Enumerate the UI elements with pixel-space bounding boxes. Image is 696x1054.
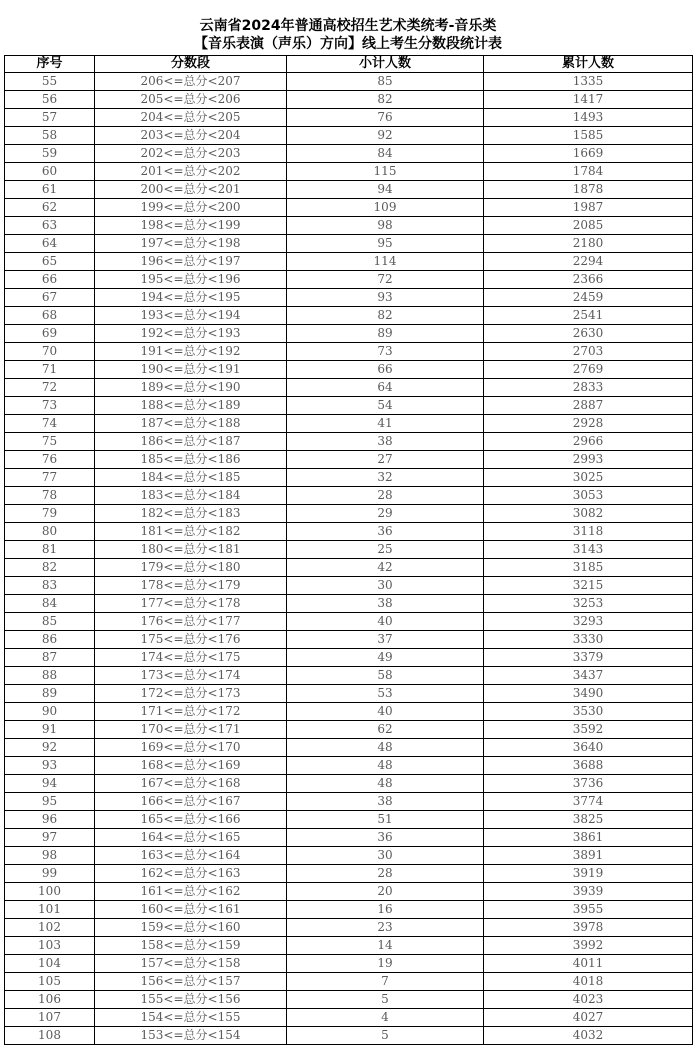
cell-index: 102 (5, 919, 95, 937)
cell-subtotal: 28 (287, 487, 484, 505)
table-row (5, 865, 693, 883)
cell-index: 79 (5, 505, 95, 523)
cell-cumulative: 2294 (484, 253, 693, 271)
cell-index: 84 (5, 595, 95, 613)
cell-index: 85 (5, 613, 95, 631)
cell-index: 66 (5, 271, 95, 289)
cell-index: 87 (5, 649, 95, 667)
cell-subtotal: 30 (287, 577, 484, 595)
table-row (5, 919, 693, 937)
cell-subtotal: 115 (287, 163, 484, 181)
cell-score-range: 195<=总分<196 (95, 271, 287, 289)
cell-index: 86 (5, 631, 95, 649)
table-row (5, 595, 693, 613)
cell-index: 68 (5, 307, 95, 325)
table-row (5, 1009, 693, 1027)
cell-score-range: 174<=总分<175 (95, 649, 287, 667)
cell-subtotal: 85 (287, 73, 484, 91)
cell-index: 71 (5, 361, 95, 379)
cell-cumulative: 2085 (484, 217, 693, 235)
cell-cumulative: 3118 (484, 523, 693, 541)
cell-subtotal: 95 (287, 235, 484, 253)
table-row (5, 991, 693, 1009)
cell-cumulative: 2833 (484, 379, 693, 397)
cell-cumulative: 3053 (484, 487, 693, 505)
table-row (5, 91, 693, 109)
table-row (5, 721, 693, 739)
cell-index: 99 (5, 865, 95, 883)
cell-index: 78 (5, 487, 95, 505)
cell-index: 88 (5, 667, 95, 685)
cell-subtotal: 58 (287, 667, 484, 685)
table-row (5, 397, 693, 415)
table-row (5, 343, 693, 361)
table-row (5, 1027, 693, 1045)
cell-cumulative: 1784 (484, 163, 693, 181)
cell-cumulative: 3490 (484, 685, 693, 703)
cell-score-range: 157<=总分<158 (95, 955, 287, 973)
table-row (5, 739, 693, 757)
cell-index: 108 (5, 1027, 95, 1045)
cell-index: 98 (5, 847, 95, 865)
cell-index: 81 (5, 541, 95, 559)
cell-index: 101 (5, 901, 95, 919)
cell-subtotal: 37 (287, 631, 484, 649)
table-row (5, 271, 693, 289)
table-row (5, 109, 693, 127)
cell-cumulative: 2630 (484, 325, 693, 343)
cell-score-range: 180<=总分<181 (95, 541, 287, 559)
cell-index: 70 (5, 343, 95, 361)
cell-score-range: 158<=总分<159 (95, 937, 287, 955)
cell-score-range: 155<=总分<156 (95, 991, 287, 1009)
cell-cumulative: 1878 (484, 181, 693, 199)
table-row (5, 361, 693, 379)
cell-index: 90 (5, 703, 95, 721)
cell-score-range: 198<=总分<199 (95, 217, 287, 235)
table-row (5, 379, 693, 397)
table-row (5, 289, 693, 307)
table-row (5, 451, 693, 469)
table-row (5, 505, 693, 523)
cell-score-range: 204<=总分<205 (95, 109, 287, 127)
cell-cumulative: 3082 (484, 505, 693, 523)
cell-score-range: 185<=总分<186 (95, 451, 287, 469)
cell-score-range: 165<=总分<166 (95, 811, 287, 829)
cell-cumulative: 3530 (484, 703, 693, 721)
cell-score-range: 197<=总分<198 (95, 235, 287, 253)
cell-score-range: 173<=总分<174 (95, 667, 287, 685)
table-row (5, 253, 693, 271)
cell-cumulative: 4023 (484, 991, 693, 1009)
cell-cumulative: 2366 (484, 271, 693, 289)
cell-cumulative: 3215 (484, 577, 693, 595)
cell-subtotal: 94 (287, 181, 484, 199)
cell-cumulative: 3955 (484, 901, 693, 919)
cell-score-range: 194<=总分<195 (95, 289, 287, 307)
cell-cumulative: 3379 (484, 649, 693, 667)
cell-index: 63 (5, 217, 95, 235)
cell-index: 103 (5, 937, 95, 955)
cell-cumulative: 3688 (484, 757, 693, 775)
cell-index: 80 (5, 523, 95, 541)
table-row (5, 685, 693, 703)
cell-index: 56 (5, 91, 95, 109)
cell-score-range: 190<=总分<191 (95, 361, 287, 379)
cell-subtotal: 109 (287, 199, 484, 217)
cell-score-range: 177<=总分<178 (95, 595, 287, 613)
cell-subtotal: 53 (287, 685, 484, 703)
cell-cumulative: 2887 (484, 397, 693, 415)
cell-index: 105 (5, 973, 95, 991)
table-row (5, 235, 693, 253)
cell-subtotal: 4 (287, 1009, 484, 1027)
cell-subtotal: 27 (287, 451, 484, 469)
table-row (5, 901, 693, 919)
cell-cumulative: 1335 (484, 73, 693, 91)
cell-cumulative: 3253 (484, 595, 693, 613)
cell-index: 104 (5, 955, 95, 973)
cell-cumulative: 3825 (484, 811, 693, 829)
cell-subtotal: 30 (287, 847, 484, 865)
table-row (5, 811, 693, 829)
cell-cumulative: 4027 (484, 1009, 693, 1027)
table-row (5, 307, 693, 325)
cell-index: 57 (5, 109, 95, 127)
cell-index: 97 (5, 829, 95, 847)
cell-score-range: 179<=总分<180 (95, 559, 287, 577)
cell-cumulative: 3774 (484, 793, 693, 811)
cell-index: 69 (5, 325, 95, 343)
cell-subtotal: 23 (287, 919, 484, 937)
cell-score-range: 196<=总分<197 (95, 253, 287, 271)
cell-index: 100 (5, 883, 95, 901)
cell-score-range: 164<=总分<165 (95, 829, 287, 847)
table-row (5, 541, 693, 559)
header-score-range: 分数段 (95, 56, 287, 73)
cell-cumulative: 3919 (484, 865, 693, 883)
table-row (5, 433, 693, 451)
cell-score-range: 163<=总分<164 (95, 847, 287, 865)
cell-cumulative: 3891 (484, 847, 693, 865)
cell-score-range: 171<=总分<172 (95, 703, 287, 721)
cell-subtotal: 5 (287, 991, 484, 1009)
cell-cumulative: 3143 (484, 541, 693, 559)
cell-subtotal: 19 (287, 955, 484, 973)
cell-score-range: 183<=总分<184 (95, 487, 287, 505)
cell-subtotal: 92 (287, 127, 484, 145)
cell-score-range: 172<=总分<173 (95, 685, 287, 703)
cell-subtotal: 38 (287, 433, 484, 451)
cell-score-range: 203<=总分<204 (95, 127, 287, 145)
cell-subtotal: 62 (287, 721, 484, 739)
cell-subtotal: 28 (287, 865, 484, 883)
table-row (5, 703, 693, 721)
cell-cumulative: 2180 (484, 235, 693, 253)
cell-cumulative: 3330 (484, 631, 693, 649)
cell-subtotal: 93 (287, 289, 484, 307)
cell-cumulative: 2769 (484, 361, 693, 379)
header-cumulative: 累计人数 (484, 56, 693, 73)
cell-cumulative: 2703 (484, 343, 693, 361)
table-row (5, 937, 693, 955)
cell-score-range: 156<=总分<157 (95, 973, 287, 991)
cell-score-range: 154<=总分<155 (95, 1009, 287, 1027)
cell-score-range: 206<=总分<207 (95, 73, 287, 91)
cell-cumulative: 3293 (484, 613, 693, 631)
cell-score-range: 176<=总分<177 (95, 613, 287, 631)
table-row (5, 775, 693, 793)
cell-score-range: 160<=总分<161 (95, 901, 287, 919)
cell-subtotal: 72 (287, 271, 484, 289)
cell-subtotal: 82 (287, 307, 484, 325)
cell-cumulative: 4032 (484, 1027, 693, 1045)
cell-cumulative: 1417 (484, 91, 693, 109)
cell-subtotal: 29 (287, 505, 484, 523)
cell-score-range: 168<=总分<169 (95, 757, 287, 775)
cell-cumulative: 3185 (484, 559, 693, 577)
cell-cumulative: 3437 (484, 667, 693, 685)
cell-index: 89 (5, 685, 95, 703)
table-row (5, 649, 693, 667)
table-row (5, 217, 693, 235)
header-subtotal: 小计人数 (287, 56, 484, 73)
cell-index: 65 (5, 253, 95, 271)
header-index: 序号 (5, 56, 95, 73)
cell-index: 72 (5, 379, 95, 397)
cell-cumulative: 4018 (484, 973, 693, 991)
table-row (5, 613, 693, 631)
cell-score-range: 169<=总分<170 (95, 739, 287, 757)
cell-subtotal: 64 (287, 379, 484, 397)
table-row (5, 469, 693, 487)
cell-score-range: 201<=总分<202 (95, 163, 287, 181)
table-row (5, 829, 693, 847)
cell-subtotal: 36 (287, 523, 484, 541)
table-row (5, 73, 693, 91)
cell-score-range: 186<=总分<187 (95, 433, 287, 451)
cell-index: 96 (5, 811, 95, 829)
cell-cumulative: 3978 (484, 919, 693, 937)
cell-index: 62 (5, 199, 95, 217)
cell-cumulative: 1493 (484, 109, 693, 127)
cell-index: 94 (5, 775, 95, 793)
cell-subtotal: 40 (287, 703, 484, 721)
table-row (5, 883, 693, 901)
cell-cumulative: 2541 (484, 307, 693, 325)
cell-score-range: 202<=总分<203 (95, 145, 287, 163)
cell-score-range: 182<=总分<183 (95, 505, 287, 523)
table-row (5, 127, 693, 145)
cell-subtotal: 32 (287, 469, 484, 487)
cell-index: 76 (5, 451, 95, 469)
table-row (5, 667, 693, 685)
cell-cumulative: 3592 (484, 721, 693, 739)
cell-cumulative: 1585 (484, 127, 693, 145)
cell-index: 67 (5, 289, 95, 307)
cell-index: 83 (5, 577, 95, 595)
table-row (5, 847, 693, 865)
table-row (5, 199, 693, 217)
cell-index: 91 (5, 721, 95, 739)
cell-score-range: 199<=总分<200 (95, 199, 287, 217)
cell-score-range: 181<=总分<182 (95, 523, 287, 541)
table-row (5, 325, 693, 343)
cell-subtotal: 16 (287, 901, 484, 919)
cell-cumulative: 3025 (484, 469, 693, 487)
cell-score-range: 175<=总分<176 (95, 631, 287, 649)
cell-score-range: 191<=总分<192 (95, 343, 287, 361)
table-row (5, 631, 693, 649)
table-header-row (5, 56, 693, 73)
cell-index: 93 (5, 757, 95, 775)
cell-index: 75 (5, 433, 95, 451)
cell-subtotal: 25 (287, 541, 484, 559)
table-row (5, 559, 693, 577)
cell-subtotal: 54 (287, 397, 484, 415)
cell-index: 82 (5, 559, 95, 577)
score-distribution-table (4, 55, 693, 1045)
cell-index: 77 (5, 469, 95, 487)
cell-subtotal: 7 (287, 973, 484, 991)
cell-subtotal: 38 (287, 793, 484, 811)
table-row (5, 973, 693, 991)
table-row (5, 955, 693, 973)
document-title: 云南省2024年普通高校招生艺术类统考-音乐类 (199, 18, 497, 34)
cell-score-range: 188<=总分<189 (95, 397, 287, 415)
cell-subtotal: 48 (287, 757, 484, 775)
cell-score-range: 178<=总分<179 (95, 577, 287, 595)
table-row (5, 415, 693, 433)
cell-score-range: 162<=总分<163 (95, 865, 287, 883)
cell-score-range: 184<=总分<185 (95, 469, 287, 487)
cell-index: 59 (5, 145, 95, 163)
table-row (5, 181, 693, 199)
cell-cumulative: 3939 (484, 883, 693, 901)
cell-score-range: 159<=总分<160 (95, 919, 287, 937)
table-row (5, 757, 693, 775)
cell-subtotal: 98 (287, 217, 484, 235)
cell-subtotal: 49 (287, 649, 484, 667)
cell-score-range: 153<=总分<154 (95, 1027, 287, 1045)
table-row (5, 523, 693, 541)
table-row (5, 163, 693, 181)
table-row (5, 487, 693, 505)
cell-index: 61 (5, 181, 95, 199)
cell-subtotal: 48 (287, 739, 484, 757)
cell-subtotal: 73 (287, 343, 484, 361)
cell-index: 60 (5, 163, 95, 181)
cell-cumulative: 2928 (484, 415, 693, 433)
cell-subtotal: 20 (287, 883, 484, 901)
cell-index: 106 (5, 991, 95, 1009)
cell-score-range: 192<=总分<193 (95, 325, 287, 343)
table-row (5, 145, 693, 163)
cell-subtotal: 36 (287, 829, 484, 847)
cell-subtotal: 42 (287, 559, 484, 577)
cell-cumulative: 2993 (484, 451, 693, 469)
table-row (5, 577, 693, 595)
cell-subtotal: 76 (287, 109, 484, 127)
cell-subtotal: 84 (287, 145, 484, 163)
cell-subtotal: 89 (287, 325, 484, 343)
cell-score-range: 187<=总分<188 (95, 415, 287, 433)
cell-subtotal: 66 (287, 361, 484, 379)
cell-cumulative: 1669 (484, 145, 693, 163)
cell-score-range: 166<=总分<167 (95, 793, 287, 811)
cell-index: 74 (5, 415, 95, 433)
document-subtitle: 【音乐表演（声乐）方向】线上考生分数段统计表 (194, 36, 502, 52)
cell-index: 55 (5, 73, 95, 91)
cell-index: 58 (5, 127, 95, 145)
cell-index: 95 (5, 793, 95, 811)
table-body (5, 73, 693, 1045)
cell-subtotal: 114 (287, 253, 484, 271)
cell-index: 107 (5, 1009, 95, 1027)
cell-score-range: 200<=总分<201 (95, 181, 287, 199)
cell-cumulative: 2459 (484, 289, 693, 307)
cell-cumulative: 4011 (484, 955, 693, 973)
cell-cumulative: 3992 (484, 937, 693, 955)
cell-score-range: 189<=总分<190 (95, 379, 287, 397)
cell-score-range: 193<=总分<194 (95, 307, 287, 325)
cell-subtotal: 51 (287, 811, 484, 829)
cell-index: 73 (5, 397, 95, 415)
cell-index: 64 (5, 235, 95, 253)
cell-score-range: 205<=总分<206 (95, 91, 287, 109)
table-row (5, 793, 693, 811)
cell-score-range: 170<=总分<171 (95, 721, 287, 739)
cell-cumulative: 2966 (484, 433, 693, 451)
cell-score-range: 167<=总分<168 (95, 775, 287, 793)
cell-score-range: 161<=总分<162 (95, 883, 287, 901)
cell-cumulative: 3736 (484, 775, 693, 793)
cell-subtotal: 82 (287, 91, 484, 109)
cell-index: 92 (5, 739, 95, 757)
cell-subtotal: 38 (287, 595, 484, 613)
cell-subtotal: 14 (287, 937, 484, 955)
cell-subtotal: 48 (287, 775, 484, 793)
cell-cumulative: 3640 (484, 739, 693, 757)
cell-subtotal: 40 (287, 613, 484, 631)
cell-cumulative: 1987 (484, 199, 693, 217)
cell-cumulative: 3861 (484, 829, 693, 847)
cell-subtotal: 41 (287, 415, 484, 433)
cell-subtotal: 5 (287, 1027, 484, 1045)
